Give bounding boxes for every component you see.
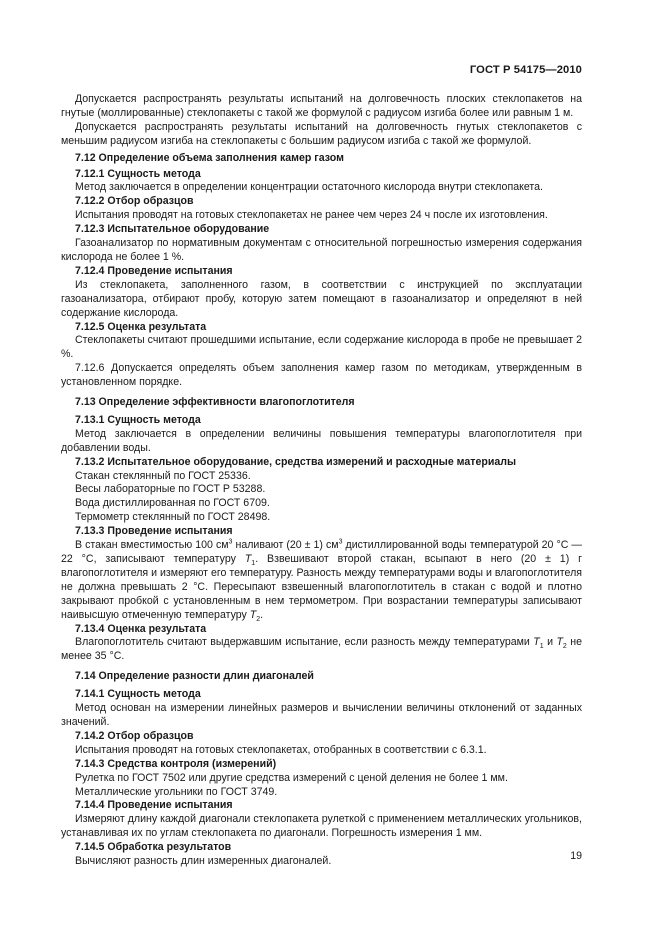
section-7-14-2-heading: 7.14.2 Отбор образцов	[75, 729, 194, 742]
section-7-13-3-heading: 7.13.3 Проведение испытания	[75, 525, 233, 538]
section-7-13-4-heading: 7.13.4 Оценка результата	[75, 622, 207, 635]
section-7-12-5-heading: 7.12.5 Оценка результата	[75, 320, 207, 333]
section-7-13-2-heading: 7.13.2 Испытательное оборудование, средства измерений и расходные материалы	[75, 455, 517, 468]
section-7-12-4-text: Из стеклопакета, заполненного газом, в соответствии с инструкцией по эксплуатации газоанализатора, отбирают пробу, которую затем помещают в газоанализатор и определяют в ней содержание кислорода.	[61, 278, 582, 319]
equipment-item: Термометр стеклянный по ГОСТ 28498.	[75, 511, 271, 524]
section-7-12-2-text: Испытания проводят на готовых стеклопакетах не ранее чем через 24 ч после их изготовления.	[75, 209, 548, 222]
equipment-item: Стакан стеклянный по ГОСТ 25336.	[75, 469, 251, 482]
section-7-14-1-text: Метод основан на измерении линейных размеров и вычислении величины отклонений от заданных значений.	[61, 702, 582, 728]
section-7-13-3-text: В стакан вместимостью 100 $см^3$ наливают (20 ± 1) $см^3$ дистиллированной воды температурой 20 °С — 22 °С, записывают температуру $T_1$. Взвешивают второй стакан, всыпают в него (20 ± 1) г влагопоглотителя и измеряют его температуру. Разность между температурами воды и влагопоглотителя не должна превышать 2 °С. Пересыпают взвешенный влагопоглотитель в стакан с водой и плотно закрывают пробкой с установленным в нем термометром. При возрастании температуры записывают наивысшую отмеченную температуру $T_2$.	[61, 538, 583, 623]
intro-paragraph-2: Допускается распространять результаты испытаний на долговечность гнутых стеклопакетов с меньшим радиусом изгиба на стеклопакеты с большим радиусом изгиба с такой же формулой.	[61, 120, 582, 147]
standard-header: ГОСТ Р 54175—2010	[469, 64, 582, 76]
section-7-12-1-text: Метод заключается в определении концентрации остаточного кислорода внутри стеклопакета.	[75, 181, 543, 194]
section-7-14-3-text-b: Металлические угольники по ГОСТ 3749.	[75, 785, 278, 798]
section-7-14-5-text: Вычисляют разность длин измеренных диагоналей.	[75, 855, 332, 868]
section-7-12-title: 7.12 Определение объема заполнения камер газом	[75, 151, 344, 164]
section-7-13-1-heading: 7.13.1 Сущность метода	[75, 413, 201, 426]
section-7-14-4-text: Измеряют длину каждой диагонали стеклопакета рулеткой с применением металлических угольников, устанавливая их по углам стеклопакета по диагонали. Погрешность измерения 1 мм.	[61, 813, 582, 840]
section-7-13-1-text: Метод заключается в определении величины повышения температуры влагопоглотителя при добавлении воды.	[61, 427, 582, 454]
section-7-14-3-heading: 7.14.3 Средства контроля (измерений)	[75, 757, 277, 770]
section-7-14-2-text: Испытания проводят на готовых стеклопакетах, отобранных в соответствии с 6.3.1.	[75, 743, 487, 756]
page-number: 19	[570, 850, 582, 862]
section-7-12-6-text: 7.12.6 Допускается определять объем заполнения камер газом по методикам, утвержденным в установленном порядке.	[61, 362, 582, 389]
equipment-item: Весы лабораторные по ГОСТ Р 53288.	[75, 483, 266, 496]
section-7-13-title: 7.13 Определение эффективности влагопоглотителя	[75, 396, 355, 409]
section-7-12-1-heading: 7.12.1 Сущность метода	[75, 167, 201, 180]
section-7-14-1-heading: 7.14.1 Сущность метода	[75, 688, 201, 701]
intro-paragraph-1: Допускается распространять результаты испытаний на долговечность плоских стеклопакетов на гнутые (моллированные) стеклопакеты с такой же формулой с радиусом изгиба более или равным 1 м.	[61, 93, 582, 119]
section-7-14-3-text-a: Рулетка по ГОСТ 7502 или другие средства измерений с ценой деления не более 1 мм.	[75, 771, 508, 784]
section-7-12-2-heading: 7.12.2 Отбор образцов	[75, 195, 194, 208]
section-7-12-3-text: Газоанализатор по нормативным документам с относительной погрешностью измерения содержания кислорода не более 1 %.	[61, 237, 582, 263]
document-body	[61, 93, 582, 869]
section-7-14-4-heading: 7.14.4 Проведение испытания	[75, 799, 233, 812]
section-7-12-4-heading: 7.12.4 Проведение испытания	[75, 264, 233, 277]
equipment-item: Вода дистиллированная по ГОСТ 6709.	[75, 497, 270, 510]
section-7-12-5-text: Стеклопакеты считают прошедшими испытание, если содержание кислорода в пробе не превышает 2 %.	[61, 334, 582, 361]
section-7-12-3-heading: 7.12.3 Испытательное оборудование	[75, 223, 270, 236]
section-7-14-5-heading: 7.14.5 Обработка результатов	[75, 841, 232, 854]
section-7-13-4-text: Влагопоглотитель считают выдержавшим испытание, если разность между температурами $T_1$ и $T_2$ не менее 35 °С.	[61, 636, 583, 663]
section-7-14-title: 7.14 Определение разности длин диагоналей	[75, 670, 314, 683]
